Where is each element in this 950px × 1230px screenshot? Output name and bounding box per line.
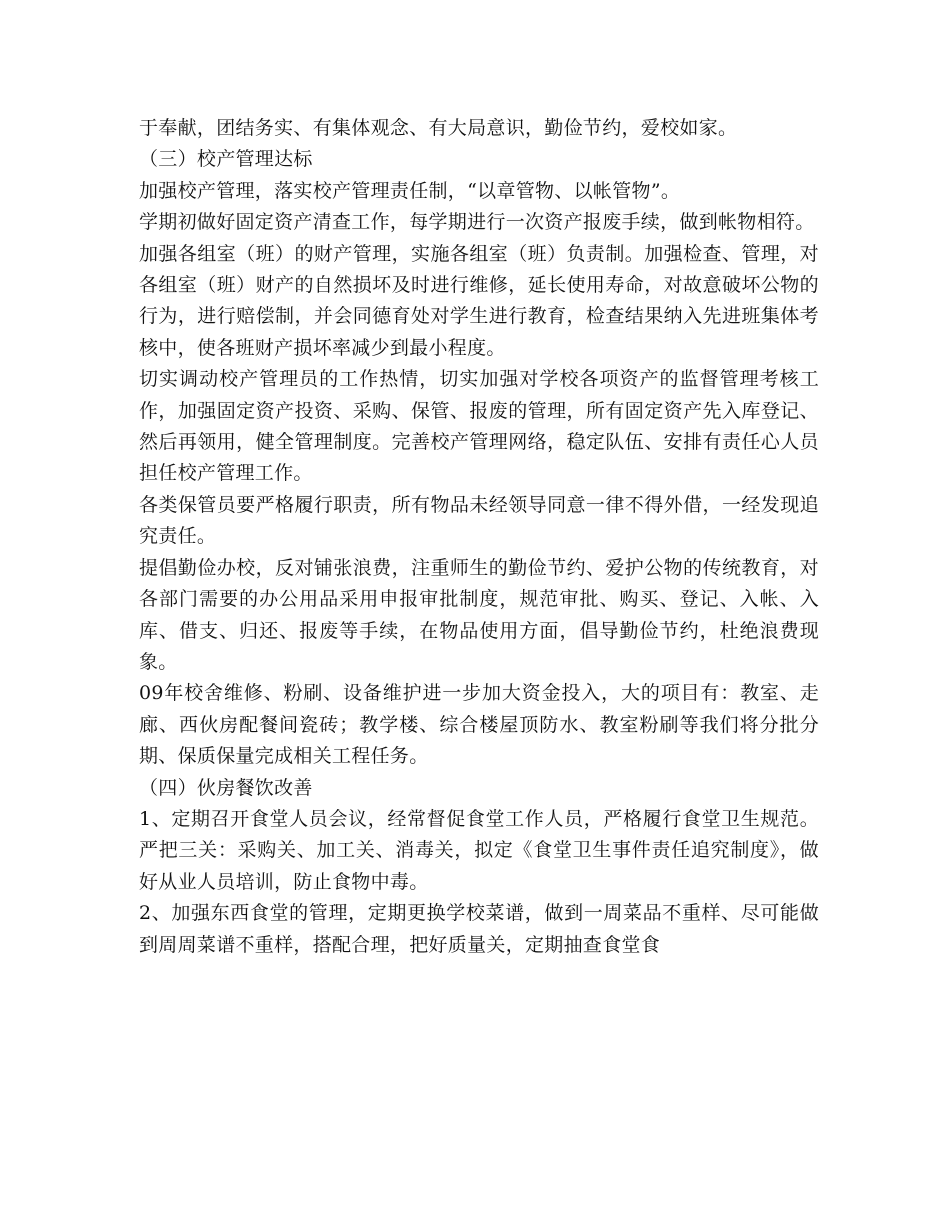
paragraph: 各类保管员要严格履行职责，所有物品未经领导同意一律不得外借，一经发现追究责任。: [139, 493, 819, 548]
paragraph: 学期初做好固定资产清查工作，每学期进行一次资产报废手续，做到帐物相符。: [139, 211, 815, 234]
paragraph-continuation: 于奉献，团结务实、有集体观念、有大局意识，勤俭节约，爱校如家。: [139, 117, 738, 139]
document-body: [139, 113, 819, 961]
paragraph: 加强各组室（班）的财产管理，实施各组室（班）负责制。加强检查、管理，对各组室（班）财产的自然损坏及时进行维修，延长使用寿命，对故意破坏公物的行为，进行赔偿制，并会同德育处对学生进行教育，检查结果纳入先进班集体考核中，使各班财产损坏率减少到最小程度。: [139, 242, 819, 359]
paragraph: 09年校舍维修、粉刷、设备维护进一步加大资金投入，大的项目有：教室、走廊、西伙房配餐间瓷砖；教学楼、综合楼屋顶防水、教室粉刷等我们将分批分期、保质保量完成相关工程任务。: [139, 682, 819, 768]
list-item-1: 1、定期召开食堂人员会议，经常督促食堂工作人员，严格履行食堂卫生规范。严把三关：采购关、加工关、消毒关，拟定《食堂卫生事件责任追究制度》，做好从业人员培训，防止食物中毒。: [139, 807, 819, 893]
list-item-2: 2、加强东西食堂的管理，定期更换学校菜谱，做到一周菜品不重样、尽可能做到周周菜谱不重样，搭配合理，把好质量关，定期抽查食堂食: [139, 902, 819, 956]
section-heading-3: （三）校产管理达标: [139, 148, 313, 171]
paragraph: 提倡勤俭办校，反对铺张浪费，注重师生的勤俭节约、爱护公物的传统教育，对各部门需要的办公用品采用申报审批制度，规范审批、购买、登记、入帐、入库、借支、归还、报废等手续，在物品使用方面，倡导勤俭节约，杜绝浪费现象。: [139, 556, 819, 673]
paragraph: 加强校产管理，落实校产管理责任制，“以章管物、以帐管物”。: [139, 179, 681, 202]
section-heading-4: （四）伙房餐饮改善: [139, 776, 313, 799]
paragraph: 切实调动校产管理员的工作热情，切实加强对学校各项资产的监督管理考核工作，加强固定资产投资、采购、保管、报废的管理，所有固定资产先入库登记、然后再领用，健全管理制度。完善校产管理网络，稳定队伍、安排有责任心人员担任校产管理工作。: [139, 368, 819, 485]
